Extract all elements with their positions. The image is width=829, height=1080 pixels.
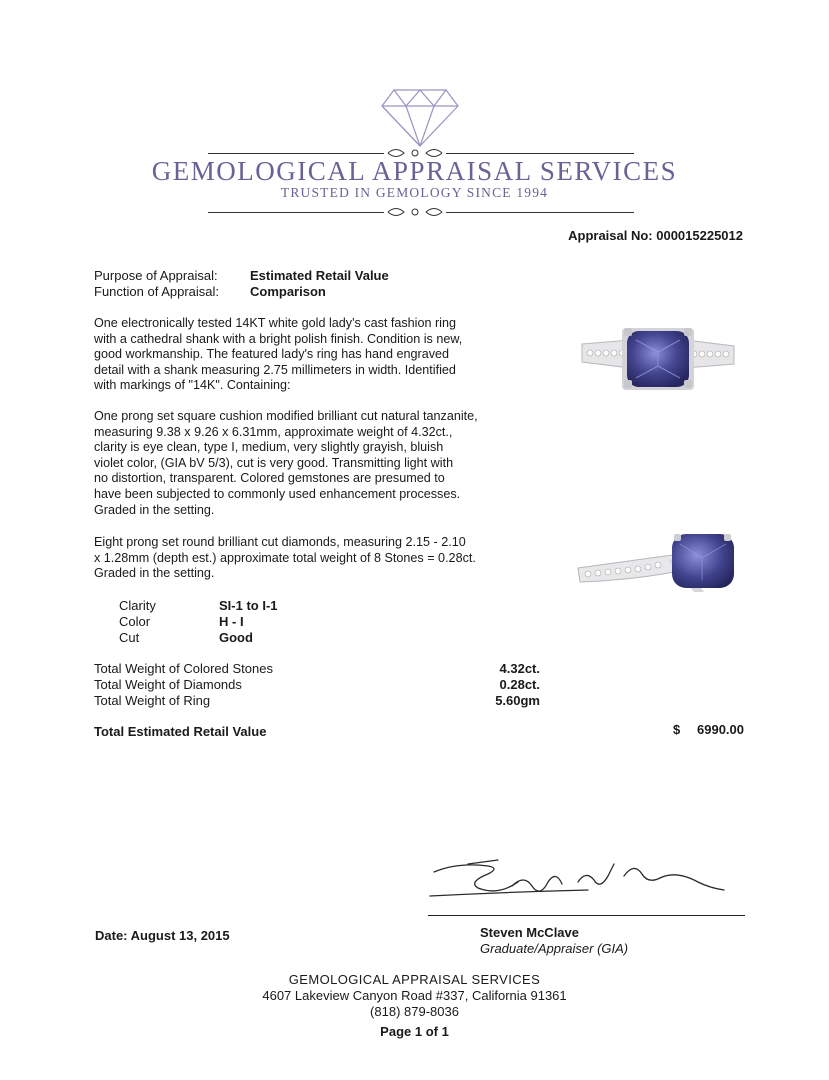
description-line: with markings of "14K". Containing:	[94, 378, 291, 393]
ring-side-image	[576, 530, 736, 600]
footer-phone: (818) 879-8036	[370, 1004, 459, 1019]
signature-line	[428, 915, 745, 916]
description-line: clarity is eye clean, type I, medium, very slightly grayish, bluish	[94, 440, 444, 455]
total-value-ring: 5.60gm	[495, 693, 540, 708]
description-line: One prong set square cushion modified brilliant cut natural tanzanite,	[94, 409, 478, 423]
appraiser-title: Graduate/Appraiser (GIA)	[480, 941, 629, 956]
description-line: good workmanship. The featured lady's ring has hand engraved	[94, 347, 450, 362]
signature-image	[428, 852, 738, 914]
header-rule-left	[208, 153, 384, 154]
grade-value-clarity: SI-1 to I-1	[219, 598, 278, 613]
grade-label-color: Color	[119, 614, 151, 629]
description-line: violet color, (GIA bV 5/3), cut is very good. Transmitting light with	[94, 455, 454, 470]
description-line: no distortion, transparent. Colored gemstones are presumed to	[94, 471, 445, 486]
function-value: Comparison	[250, 284, 326, 299]
footer-company: GEMOLOGICAL APPRAISAL SERVICES	[288, 972, 541, 987]
description-line: have been subjected to commonly used enhancement processes.	[94, 486, 461, 501]
appraiser-name: Steven McClave	[480, 925, 579, 940]
currency-symbol: $	[673, 722, 681, 737]
grade-value-cut: Good	[219, 630, 253, 645]
description-line: Graded in the setting.	[94, 502, 215, 517]
flourish-bottom-icon	[386, 204, 444, 220]
header-rule-right-bottom	[446, 212, 634, 213]
description-line: Eight prong set round brilliant cut diamonds, measuring 2.15 - 2.10	[94, 535, 466, 549]
total-label-diamonds: Total Weight of Diamonds	[94, 677, 242, 692]
total-label-ring: Total Weight of Ring	[94, 693, 211, 708]
description-line: One electronically tested 14KT white gold lady's cast fashion ring	[94, 316, 456, 330]
description-line: x 1.28mm (depth est.) approximate total weight of 8 Stones = 0.28ct.	[94, 550, 476, 565]
footer-address: 4607 Lakeview Canyon Road #337, California 91361	[262, 988, 567, 1003]
description-line: Graded in the setting.	[94, 566, 215, 581]
description-line: measuring 9.38 x 9.26 x 6.31mm, approximate weight of 4.32ct.,	[94, 424, 453, 439]
description-line: with a cathedral shank with a bright polish finish. Condition is new,	[94, 331, 463, 346]
ring-front-image	[578, 322, 738, 394]
page-number: Page 1 of 1	[380, 1024, 449, 1039]
appraisal-number: Appraisal No: 000015225012	[568, 228, 743, 243]
total-value-colored-stones: 4.32ct.	[499, 661, 540, 676]
purpose-label: Purpose of Appraisal:	[94, 268, 218, 283]
grade-label-clarity: Clarity	[119, 598, 156, 613]
grade-label-cut: Cut	[119, 630, 140, 645]
header-rule-left-bottom	[208, 212, 384, 213]
total-label-colored-stones: Total Weight of Colored Stones	[94, 661, 273, 676]
purpose-value: Estimated Retail Value	[250, 268, 389, 283]
brand-tagline: TRUSTED IN GEMOLOGY SINCE 1994	[280, 185, 549, 200]
brand-name: GEMOLOGICAL APPRAISAL SERVICES	[151, 156, 678, 186]
diamond-logo-icon	[380, 86, 460, 148]
description-line: detail with a shank measuring 2.75 millimeters in width. Identified	[94, 362, 456, 377]
function-label: Function of Appraisal:	[94, 284, 220, 299]
tanzanite-description	[94, 409, 478, 518]
retail-value-amount: 6990.00	[697, 722, 744, 737]
total-value-diamonds: 0.28ct.	[499, 677, 540, 692]
retail-value-label: Total Estimated Retail Value	[94, 724, 267, 739]
diamond-description	[94, 535, 476, 582]
appraisal-date: Date: August 13, 2015	[95, 928, 230, 943]
grade-value-color: H - I	[219, 614, 244, 629]
ring-description	[94, 316, 462, 394]
header-rule-right	[446, 153, 634, 154]
